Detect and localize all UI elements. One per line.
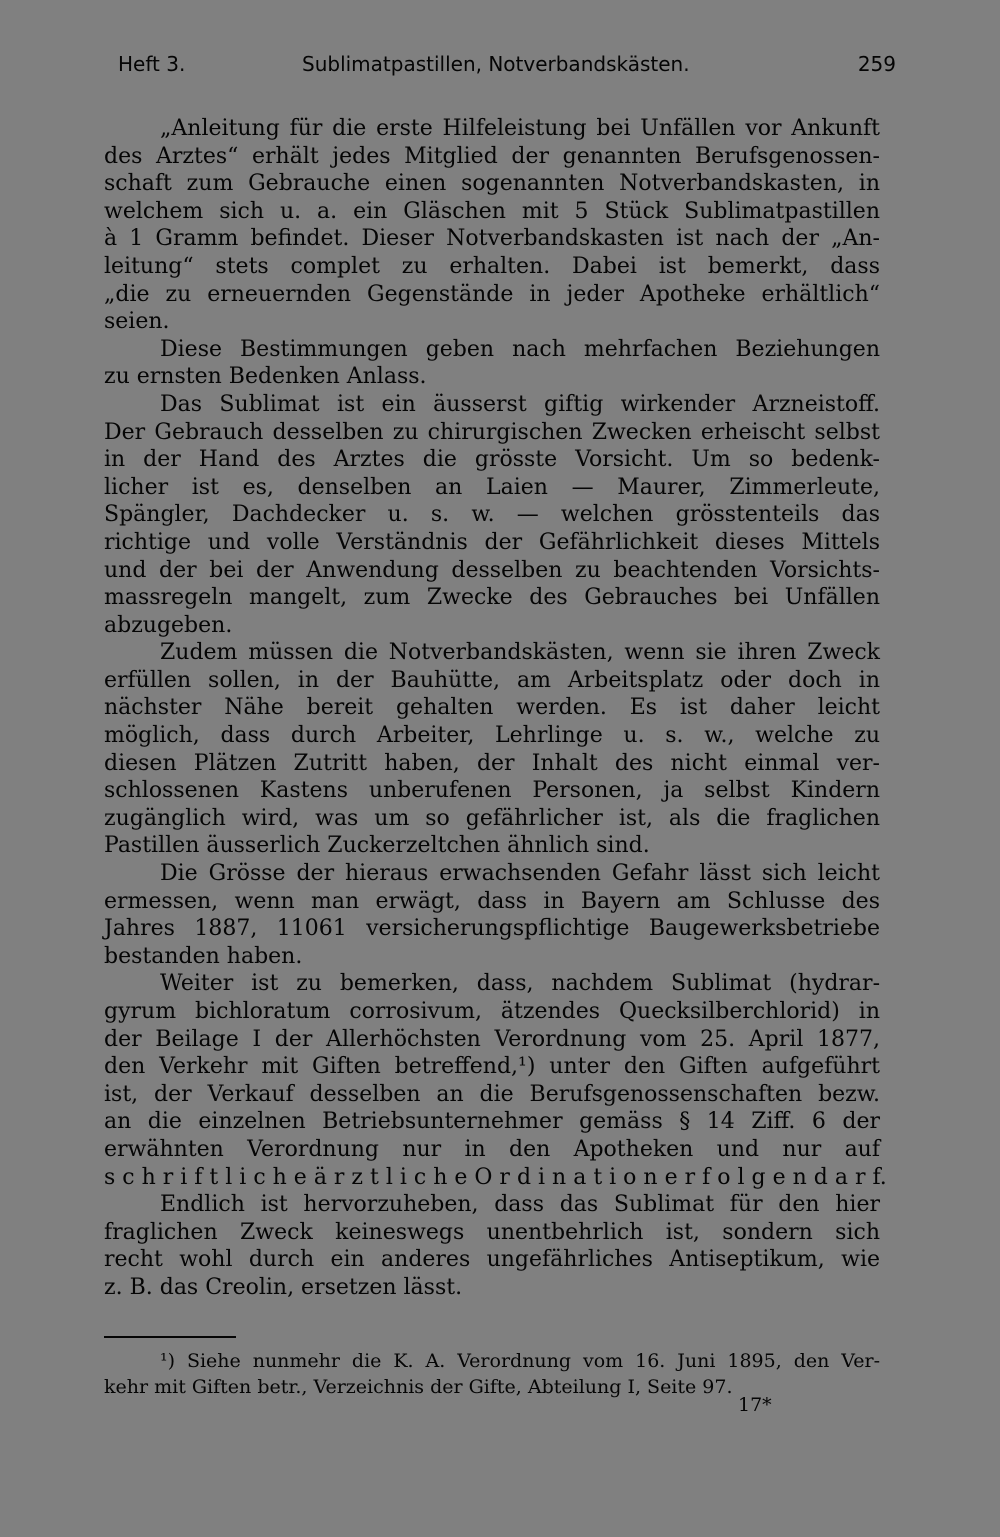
text-line: Pastillen äusserlich Zuckerzeltchen ähnlich sind.	[104, 833, 650, 859]
text-line: „die zu erneuernden Gegenstände in jeder Apotheke erhältlich“	[104, 281, 880, 307]
text-line: Spängler, Dachdecker u. s. w. — welchen grösstenteils das	[104, 502, 880, 528]
text-line: des Arztes“ erhält jedes Mitglied der genannten Berufsgenossen-	[104, 143, 880, 169]
issue-number: Heft 3.	[118, 52, 186, 76]
footnote-line: kehr mit Giften betr., Verzeichnis der Gifte, Abteilung I, Seite 97.	[104, 1376, 733, 1398]
text-line: bestanden haben.	[104, 943, 303, 969]
text-line: gyrum bichloratum corrosivum, ätzendes Quecksilberchlorid) in	[104, 999, 880, 1024]
text-line: und der bei der Anwendung desselben zu beachtenden Vorsichts-	[104, 557, 880, 583]
footnote-divider	[104, 1336, 236, 1338]
text-line: in der Hand des Arztes die grösste Vorsicht. Um so bedenk-	[104, 447, 880, 473]
text-line: s c h r i f t l i c h e ä r z t l i c h e O r d i n a t i o n e r f o l g e n d a r f.	[104, 1164, 887, 1190]
text-line: schaft zum Gebrauche einen sogenannten Notverbandskasten, in	[104, 171, 880, 197]
text-line: seien.	[104, 309, 170, 335]
running-title: Sublimatpastillen, Notverbandskästen.	[302, 52, 690, 76]
text-line: nächster Nähe bereit gehalten werden. Es ist daher leicht	[104, 695, 880, 721]
text-line: Zudem müssen die Notverbandskästen, wenn sie ihren Zweck	[160, 640, 880, 666]
text-line: welchem sich u. a. ein Gläschen mit 5 Stück Sublimatpastillen	[104, 198, 880, 224]
text-line: richtige und volle Verständnis der Gefährlichkeit dieses Mittels	[104, 529, 880, 555]
text-line: abzugeben.	[104, 612, 233, 638]
text-line: ermessen, wenn man erwägt, dass in Bayern am Schlusse des	[104, 888, 880, 914]
text-line: Jahres 1887, 11061 versicherungspflichtige Baugewerksbetriebe	[104, 916, 880, 942]
text-line: Diese Bestimmungen geben nach mehrfachen Beziehungen	[160, 336, 880, 362]
text-line: Die Grösse der hieraus erwachsenden Gefahr lässt sich leicht	[160, 861, 880, 887]
text-line: erwähnten Verordnung nur in den Apotheken und nur auf	[104, 1136, 880, 1162]
footnotes	[104, 1348, 880, 1400]
text-line: ist, der Verkauf desselben an die Berufsgenossenschaften bezw.	[104, 1081, 880, 1107]
text-line: der Beilage I der Allerhöchsten Verordnung vom 25. April 1877,	[104, 1026, 880, 1052]
text-line: à 1 Gramm befindet. Dieser Notverbandskasten ist nach der „An-	[104, 226, 880, 252]
text-line: zugänglich wird, was um so gefährlicher ist, als die fraglichen	[104, 805, 880, 831]
text-line: licher ist es, denselben an Laien — Maurer, Zimmerleute,	[104, 474, 880, 500]
text-line: möglich, dass durch Arbeiter, Lehrlinge u. s. w., welche zu	[104, 723, 880, 749]
text-line: schlossenen Kastens unberufenen Personen, ja selbst Kindern	[104, 778, 880, 804]
text-line: Endlich ist hervorzuheben, dass das Sublimat für den hier	[160, 1192, 880, 1218]
text-line: diesen Plätzen Zutritt haben, der Inhalt des nicht einmal ver-	[104, 750, 880, 776]
text-line: den Verkehr mit Giften betreffend,¹) unter den Giften aufgeführt	[104, 1054, 880, 1080]
page-number: 259	[857, 52, 896, 76]
text-line: massregeln mangelt, zum Zwecke des Gebrauches bei Unfällen	[104, 585, 880, 611]
text-line: an die einzelnen Betriebsunternehmer gemäss § 14 Ziff. 6 der	[104, 1109, 880, 1135]
text-line: recht wohl durch ein anderes ungefährliches Antiseptikum, wie	[104, 1247, 880, 1273]
sheet-signature: 17*	[738, 1394, 772, 1416]
text-line: zu ernsten Bedenken Anlass.	[104, 364, 427, 390]
text-line: „Anleitung für die erste Hilfeleistung bei Unfällen vor Ankunft	[160, 116, 880, 141]
text-line: fraglichen Zweck keineswegs unentbehrlich ist, sondern sich	[104, 1219, 880, 1245]
text-line: Weiter ist zu bemerken, dass, nachdem Sublimat (hydrar-	[160, 971, 880, 997]
running-header	[118, 52, 896, 86]
footnote-line: ¹) Siehe nunmehr die K. A. Verordnung vom 16. Juni 1895, den Ver-	[160, 1350, 880, 1372]
text-line: leitung“ stets complet zu erhalten. Dabei ist bemerkt, dass	[104, 253, 880, 279]
text-line: Der Gebrauch desselben zu chirurgischen Zwecken erheischt selbst	[104, 419, 880, 445]
text-line: erfüllen sollen, in der Bauhütte, am Arbeitsplatz oder doch in	[104, 667, 880, 693]
body-text	[104, 115, 887, 1302]
text-line: Das Sublimat ist ein äusserst giftig wirkender Arzneistoff.	[160, 391, 880, 417]
text-line: z. B. das Creolin, ersetzen lässt.	[104, 1274, 463, 1300]
